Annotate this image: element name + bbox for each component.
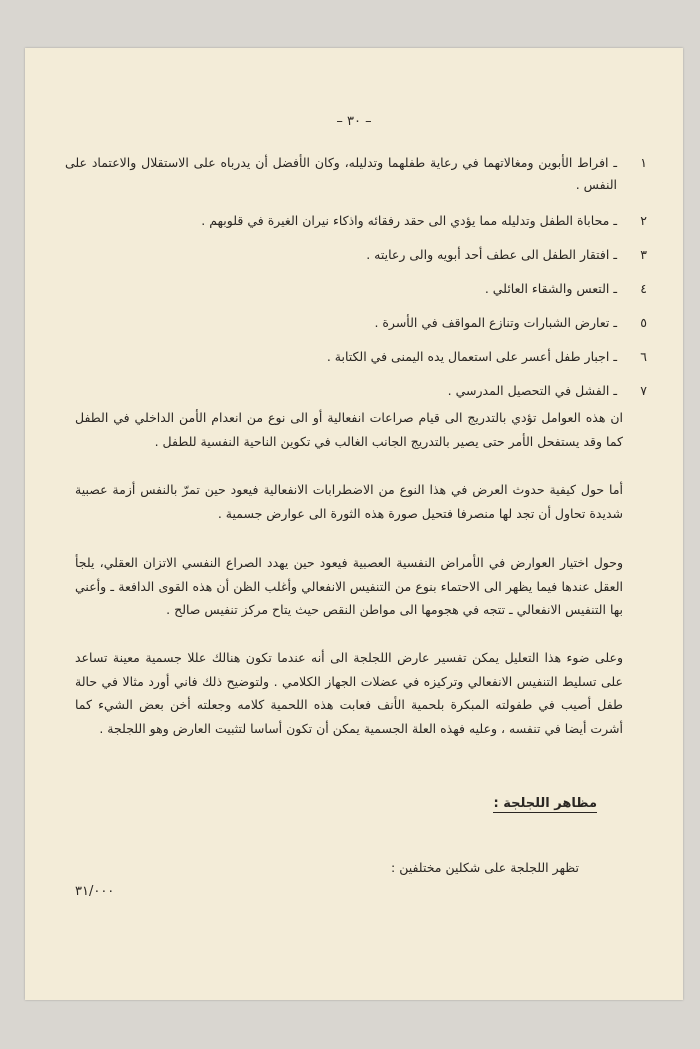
list-item [65, 244, 645, 266]
list-item [65, 346, 645, 368]
list-item [65, 210, 645, 232]
list-item-number: ٥ [640, 315, 647, 330]
list-item-number: ٣ [640, 247, 647, 262]
paragraph: وحول اختيار العوارض في الأمراض النفسية العصبية فيعود حين يهدد الصراع النفسي الاتزان العقلي، يلجأ العقل عندها فيما يظهر الى الاحتماء بنوع من التنفيس الانفعالي وأغلب الظن أن هذه القوى الدافعة ـ وأعني بها التنفيس الانفعالي ـ تتجه في هجومها الى مواطن النقص حيث يتاح مركز تنفيس صالح . [75, 555, 623, 617]
list-item [65, 152, 645, 196]
list-item-text: ـ افتقار الطفل الى عطف أحد أبويه والى رعايته . [366, 247, 617, 262]
list-item-text: ـ تعارض الشبارات وتنازع المواقف في الأسرة . [374, 315, 617, 330]
list-item-number: ٦ [640, 349, 647, 364]
list-item [65, 312, 645, 334]
list-item-number: ٧ [640, 383, 647, 398]
section-subtext: تظهر اللجلجة على شكلين مختلفين : [391, 860, 579, 875]
list-item-number: ١ [640, 155, 647, 170]
paragraph: ان هذه العوامل تؤدي بالتدريج الى قيام صراعات انفعالية أو الى نوع من انعدام الأمن الداخلي في الطفل كما وقد يستفحل الأمر حتى يصير بالتدريج الجانب الغالب في تكوين الناحية النفسية للطفل . [75, 410, 623, 449]
section-heading: مظاهر اللجلجة : [493, 796, 597, 811]
list-item [65, 278, 645, 300]
list-item-number: ٤ [640, 281, 647, 296]
list-item-text: ـ التعس والشقاء العائلي . [484, 281, 617, 296]
list-item-text: ـ افراط الأبوين ومغالاتهما في رعاية طفلهما وتدليله، وكان الأفضل أن يدرباه على الاستقلال والاعتماد على النفس . [65, 155, 617, 192]
document-page [25, 48, 683, 1000]
list-item-text: ـ اجبار طفل أعسر على استعمال يده اليمنى في الكتابة . [326, 349, 617, 364]
page-number: – ٣٠ – [336, 114, 372, 129]
paragraph: أما حول كيفية حدوث العرض في هذا النوع من الاضطرابات الانفعالية فيعود حين تمرّ بالنفس أزمة عصبية شديدة تحاول أن تجد لها منصرفا فتحيل صورة هذه الثورة الى عوارض جسمية . [75, 482, 623, 521]
list-item [65, 380, 645, 402]
page-footer-code: ٣١/٠٠٠ [75, 884, 115, 899]
paragraph: وعلى ضوء هذا التعليل يمكن تفسير عارض اللجلجة الى أنه عندما تكون هنالك عللا جسمية معينة تساعد على تسليط التنفيس الانفعالي وتركيزه في عضلات الجهاز الكلامي . ولتوضيح ذلك فاني أورد مثالا في حالة طفل أصيب في طفولته المبكرة بلحمية الأنف فعابت هذه اللحمية كلامه وجعلته أخن بعض الشيء كما أشرت أيضا في تنفسه ، وعليه فهذه العلة الجسمية يمكن أن تكون أساسا لتثبيت العارض وهو اللجلجة . [75, 650, 623, 736]
list-item-text: ـ الفشل في التحصيل المدرسي . [447, 383, 617, 398]
list-item-number: ٢ [640, 213, 647, 228]
list-item-text: ـ محاباة الطفل وتدليله مما يؤدي الى حقد رفقائه واذكاء نيران الغيرة في قلوبهم . [201, 213, 617, 228]
